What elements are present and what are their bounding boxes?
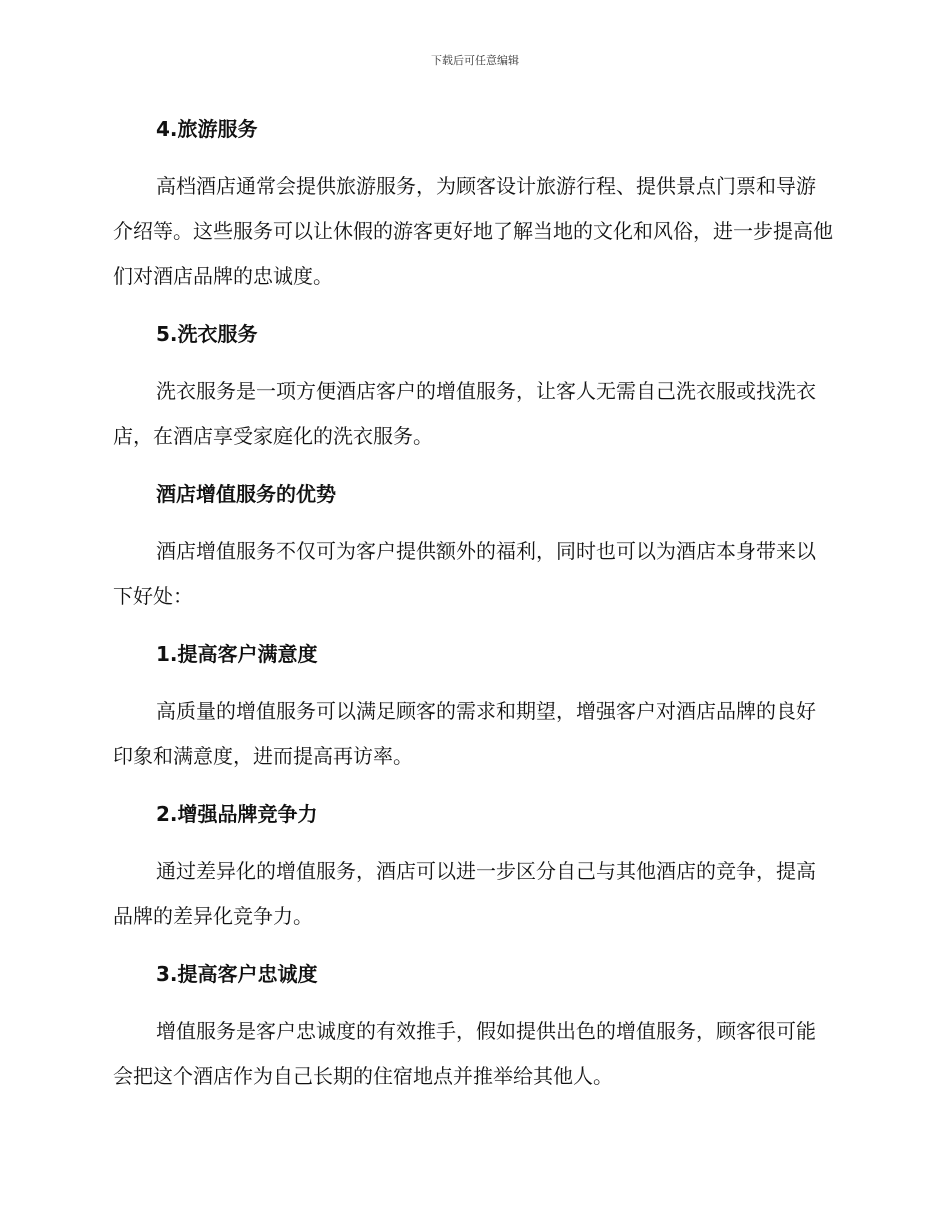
section-paragraph-loyalty: 增值服务是客户忠诚度的有效推手，假如提供出色的增值服务，顾客很可能会把这个酒店作为自己长期的住宿地点并推举给其他人。 [113, 1019, 816, 1088]
section-paragraph-travel-service: 高档酒店通常会提供旅游服务，为顾客设计旅游行程、提供景点门票和导游介绍等。这些服务可以让休假的游客更好地了解当地的文化和风俗，进一步提高他们对酒店品牌的忠诚度。 [113, 174, 833, 288]
section-heading-advantages: 酒店增值服务的优势 [156, 482, 336, 506]
section-heading-travel-service: 4.旅游服务 [156, 117, 258, 141]
document-body [113, 110, 835, 1099]
section-paragraph-advantages: 酒店增值服务不仅可为客户提供额外的福利，同时也可以为酒店本身带来以下好处： [113, 539, 816, 608]
section-heading-competitiveness: 2.增强品牌竞争力 [156, 802, 318, 826]
section-heading-loyalty: 3.提高客户忠诚度 [156, 962, 318, 986]
section-heading-satisfaction: 1.提高客户满意度 [156, 642, 318, 666]
section-paragraph-laundry-service: 洗衣服务是一项方便酒店客户的增值服务，让客人无需自己洗衣服或找洗衣店，在酒店享受家庭化的洗衣服务。 [113, 379, 816, 448]
page-header: 下载后可任意编辑 [431, 54, 519, 67]
section-heading-laundry-service: 5.洗衣服务 [156, 322, 258, 346]
section-paragraph-satisfaction: 高质量的增值服务可以满足顾客的需求和期望，增强客户对酒店品牌的良好印象和满意度，进而提高再访率。 [113, 699, 816, 768]
section-paragraph-competitiveness: 通过差异化的增值服务，酒店可以进一步区分自己与其他酒店的竞争，提高品牌的差异化竞争力。 [113, 859, 816, 928]
